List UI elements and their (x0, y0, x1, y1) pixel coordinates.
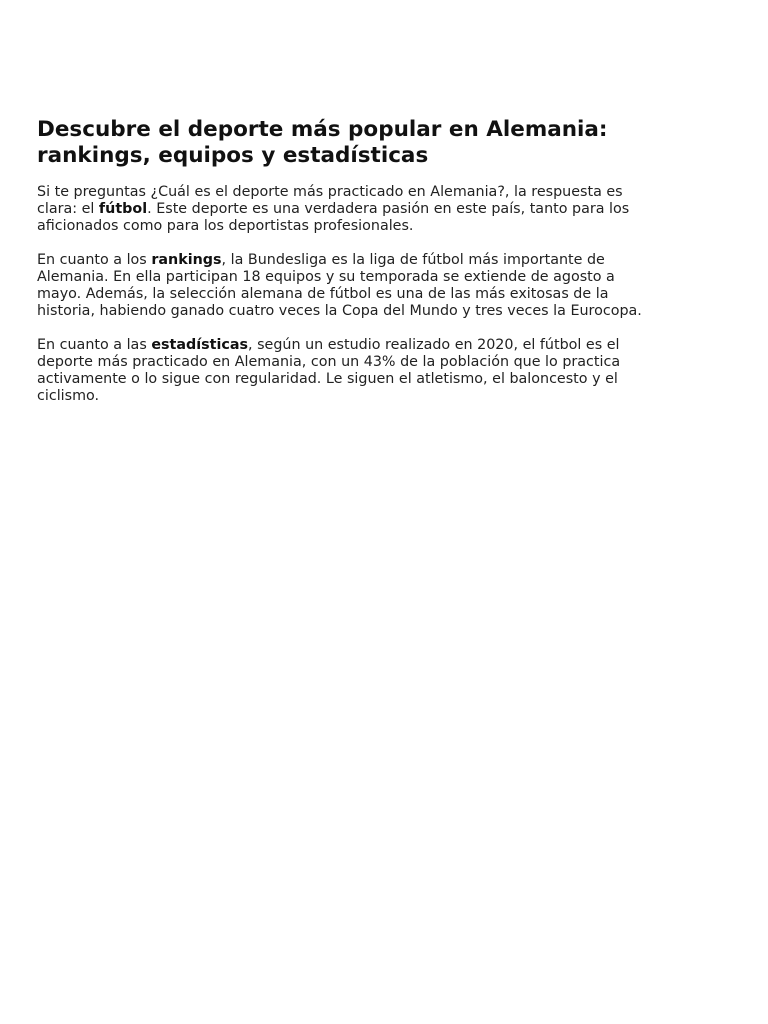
paragraph-line: ciclismo. (37, 388, 100, 404)
paragraph-line: historia, habiendo ganado cuatro veces la Copa del Mundo y tres veces la Eurocopa. (37, 303, 642, 319)
paragraph-rankings (37, 252, 717, 320)
bold-keyword-rankings: rankings (151, 252, 222, 268)
article (37, 117, 717, 422)
text-span: En cuanto a los (37, 252, 152, 268)
text-span: , la Bundesliga es la liga de fútbol más importante de (221, 252, 605, 268)
paragraph-line: activamente o lo sigue con regularidad. Le siguen el atletismo, el baloncesto y el (37, 371, 618, 387)
bold-keyword-futbol: fútbol (98, 201, 148, 217)
paragraph-line (37, 252, 717, 269)
paragraph-line: deporte más practicado en Alemania, con un 43% de la población que lo practica (37, 354, 621, 370)
text-span: En cuanto a las (37, 337, 152, 353)
bold-keyword-estadisticas: estadísticas (151, 337, 249, 353)
text-span: , según un estudio realizado en 2020, el fútbol es el (248, 337, 620, 353)
paragraph-line (37, 201, 717, 218)
paragraph-line: mayo. Además, la selección alemana de fútbol es una de las más exitosas de la (37, 286, 609, 302)
article-title-line-2: rankings, equipos y estadísticas (37, 143, 429, 168)
paragraph-intro (37, 184, 717, 235)
article-title (37, 117, 717, 169)
paragraph-line: Alemania. En ella participan 18 equipos y su temporada se extiende de agosto a (37, 269, 615, 285)
text-span: . Este deporte es una verdadera pasión en este país, tanto para los (147, 201, 630, 217)
paragraph-line: Si te preguntas ¿Cuál es el deporte más practicado en Alemania?, la respuesta es (37, 184, 623, 200)
article-title-line-1: Descubre el deporte más popular en Alemania: (37, 117, 608, 142)
paragraph-line (37, 337, 717, 354)
paragraph-statistics (37, 337, 717, 405)
paragraph-line: aficionados como para los deportistas profesionales. (37, 218, 414, 234)
text-span: clara: el (37, 201, 99, 217)
